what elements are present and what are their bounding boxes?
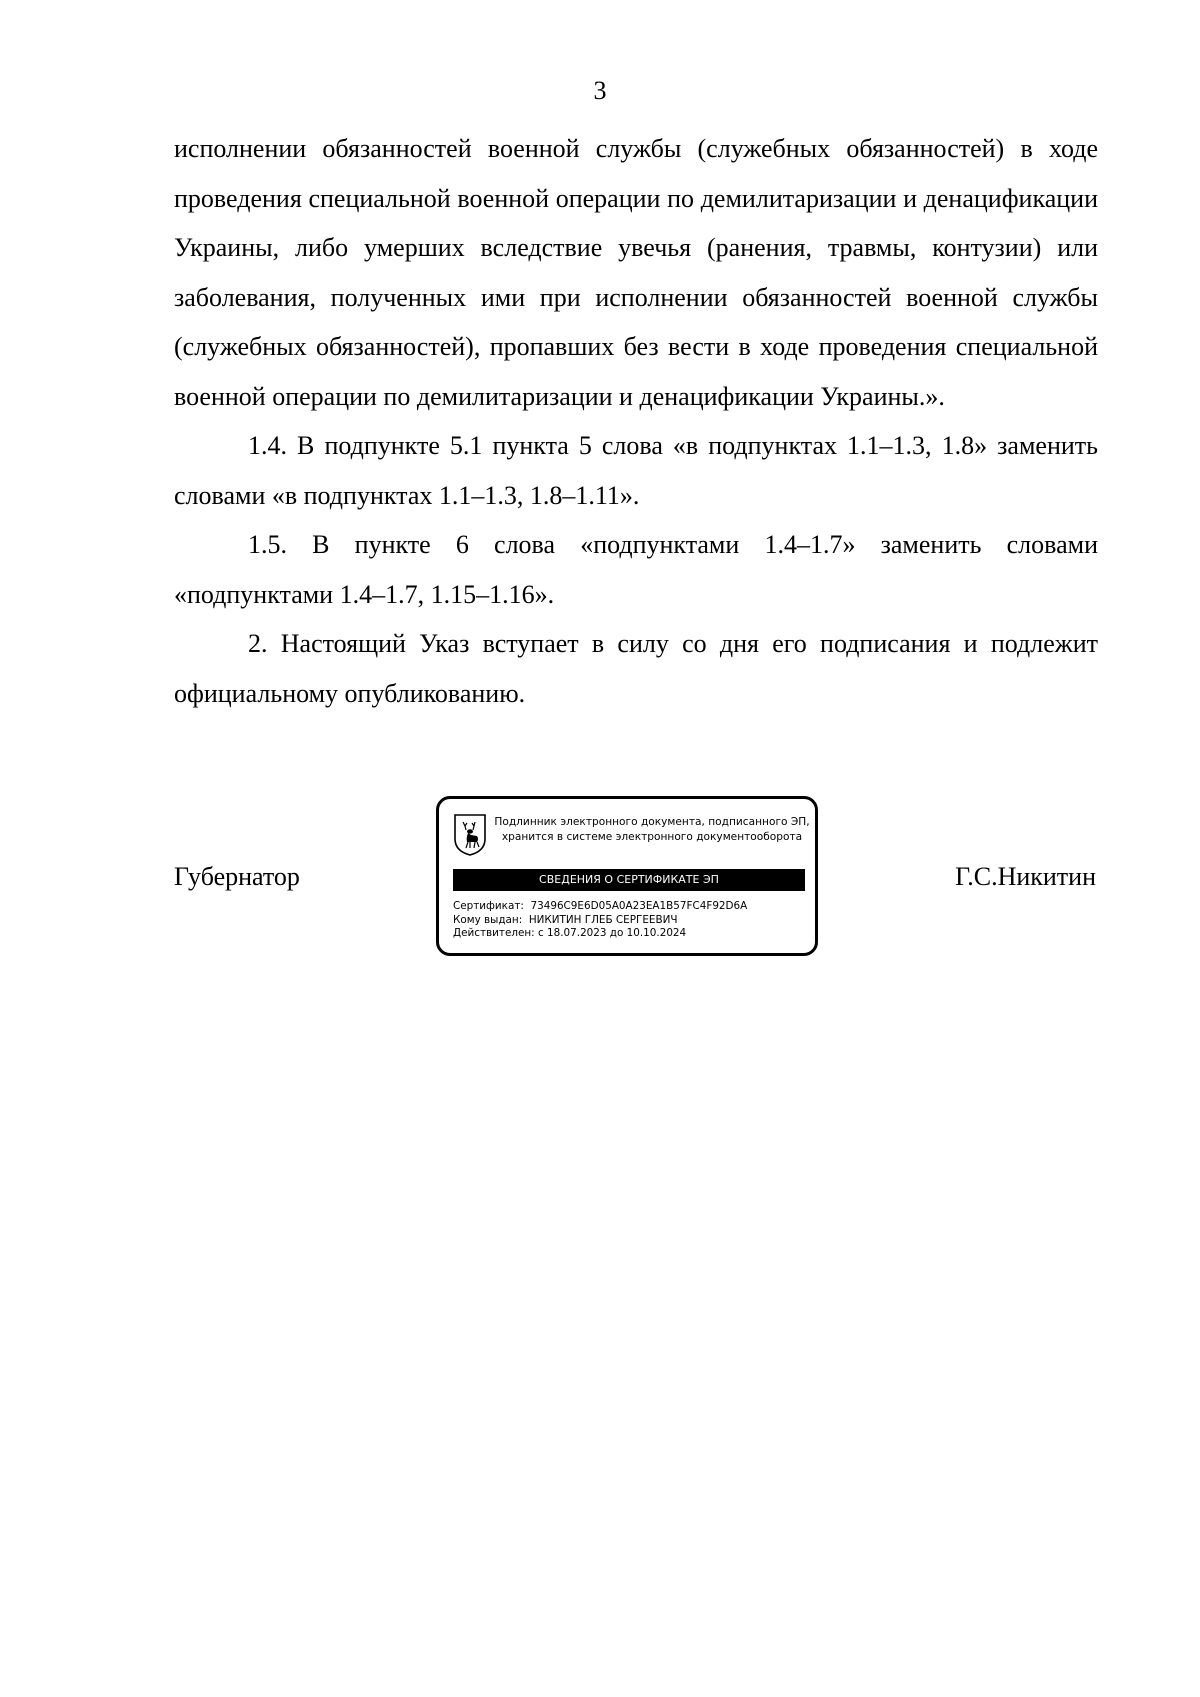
issued-to-label: Кому выдан:: [453, 913, 523, 926]
stamp-header-line-1: Подлинник электронного документа, подписанного ЭП,: [494, 816, 810, 828]
page-number: 3: [593, 76, 607, 105]
deer-coat-of-arms-icon: [453, 813, 487, 857]
electronic-signature-stamp: [436, 796, 818, 956]
paragraph-continuation: исполнении обязанностей военной службы (служебных обязанностей) в ходе проведения специальной военной операции по демилитаризации и денацификации Украины, либо умерших вследствие увечья (ранения, травмы, контузии) или заболевания, полученных ими при исполнении обязанностей военной службы (служебных обязанностей), пропавших без вести в ходе проведения специальной военной операции по демилитаризации и денацификации Украины.».: [174, 134, 1098, 411]
stamp-details: [453, 900, 805, 941]
stamp-header: [493, 815, 811, 845]
signer-name: Г.С.Никитин: [955, 862, 1096, 891]
stamp-validity-line: [453, 927, 805, 941]
paragraph-1-5: 1.5. В пункте 6 слова «подпунктами 1.4–1.7» заменить словами «подпунктами 1.4–1.7, 1.15–1.16».: [174, 530, 1098, 609]
valid-label: Действителен:: [453, 927, 535, 939]
stamp-issued-to-line: [453, 914, 805, 928]
certificate-label: Сертификат:: [453, 900, 524, 912]
issued-to-value: НИКИТИН ГЛЕБ СЕРГЕЕВИЧ: [528, 913, 678, 926]
stamp-header-line-2: хранится в системе электронного документооборота: [501, 831, 803, 843]
stamp-certificate-line: [453, 900, 805, 914]
certificate-value: 73496C9E6D05A0A23EA1B57FC4F92D6A: [530, 900, 748, 912]
signer-title: Губернатор: [174, 862, 300, 891]
paragraph-2: 2. Настоящий Указ вступает в силу со дня его подписания и подлежит официальному опубликованию.: [174, 629, 1098, 708]
valid-value: с 18.07.2023 до 10.10.2024: [538, 927, 687, 939]
stamp-certificate-bar: СВЕДЕНИЯ О СЕРТИФИКАТЕ ЭП: [453, 869, 805, 891]
document-body: [174, 124, 1098, 718]
paragraph-1-4: 1.4. В подпункте 5.1 пункта 5 слова «в подпунктах 1.1–1.3, 1.8» заменить словами «в подпунктах 1.1–1.3, 1.8–1.11».: [174, 431, 1098, 510]
